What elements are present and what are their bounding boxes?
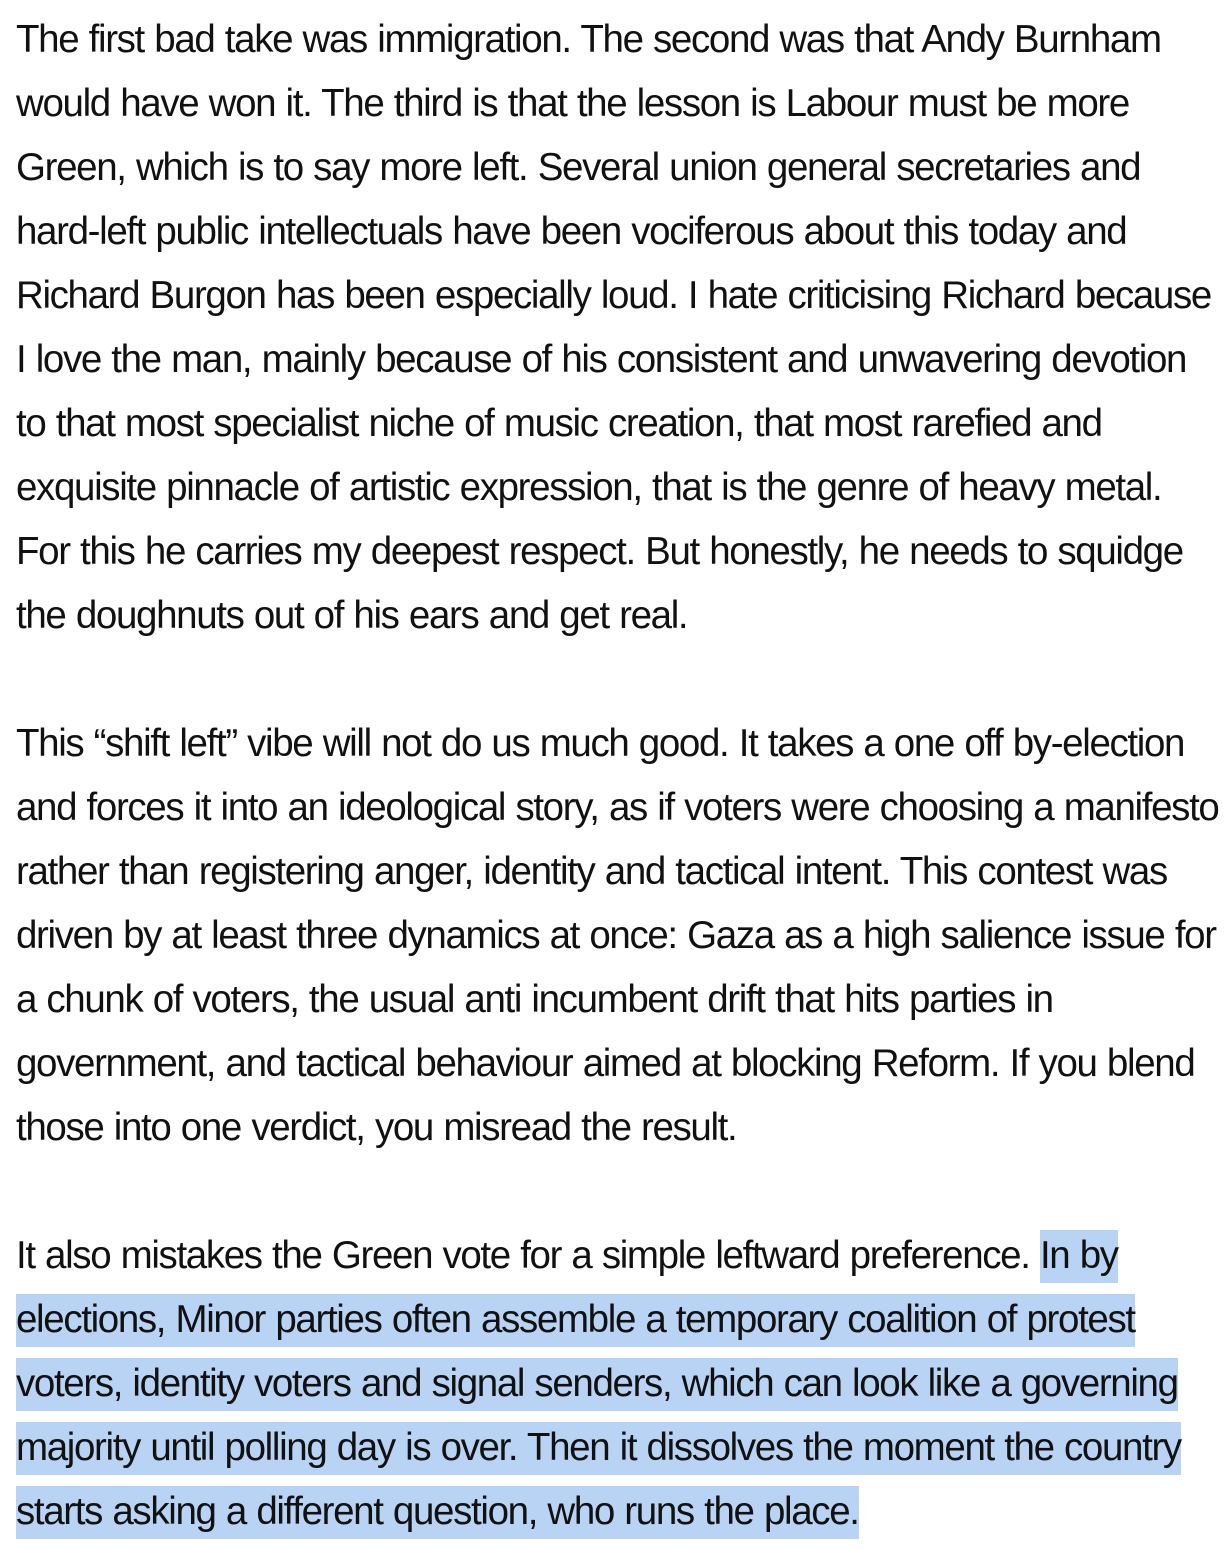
paragraph-1-text: The first bad take was immigration. The second was that Andy Burnham would have won it. The third is that the lesson is Labour must be more Green, which is to say more left. Several union general secretaries and hard-left public intellectuals have been vociferous about this today and Richard Burgon has been especially loud. I hate criticising Richard because I love the man, mainly because of his consistent and unwavering devotion to that most specialist niche of music creation, that most rarefied and exquisite pinnacle of artistic expression, that is the genre of heavy metal. For this he carries my deepest respect. But honestly, he needs to squidge the doughnuts out of his ears and get real.	[16, 18, 1211, 637]
paragraph-2	[16, 712, 1221, 1160]
paragraph-1	[16, 8, 1221, 648]
paragraph-3	[16, 1224, 1221, 1544]
paragraph-2-text: This “shift left” vibe will not do us much good. It takes a one off by-election and forces it into an ideological story, as if voters were choosing a manifesto rather than registering anger, identity and tactical intent. This contest was driven by at least three dynamics at once: Gaza as a high salience issue for a chunk of voters, the usual anti incumbent drift that hits parties in government, and tactical behaviour aimed at blocking Reform. If you blend those into one verdict, you misread the result.	[16, 722, 1219, 1149]
article-body	[16, 8, 1221, 1544]
selected-text-highlight[interactable]: In by elections, Minor parties often assemble a temporary coalition of protest voters, identity voters and signal senders, which can look like a governing majority until polling day is over. Then it dissolves the moment the country starts asking a different question, who runs the place.	[16, 1230, 1181, 1539]
paragraph-3-text: It also mistakes the Green vote for a simple leftward preference.	[16, 1234, 1040, 1277]
